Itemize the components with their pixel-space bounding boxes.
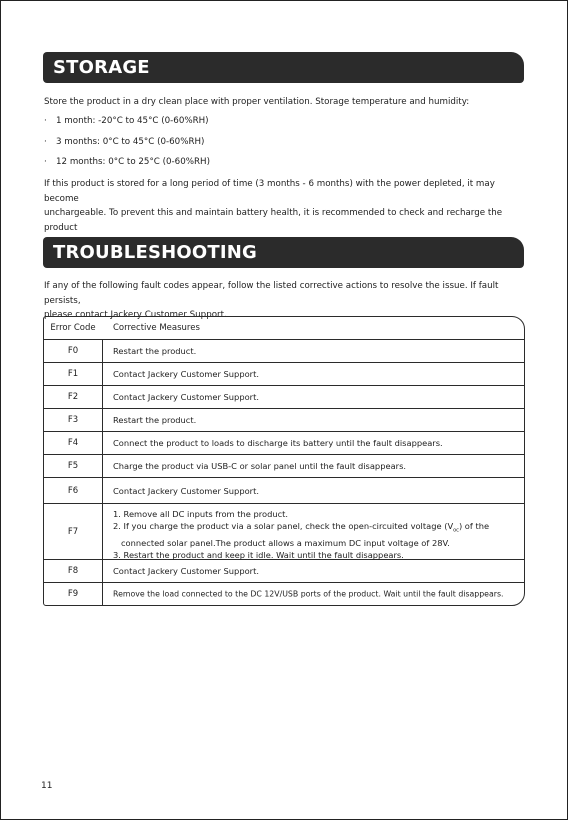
storage-bullet-text: 12 months: 0°C to 25°C (0-60%RH) bbox=[56, 157, 210, 167]
table-row bbox=[44, 409, 524, 432]
header-error-code: Error Code bbox=[50, 323, 96, 333]
measure-step: 2. If you charge the product via a solar panel, check the open-circuited voltage $(V_{oc})$ of the bbox=[113, 521, 490, 534]
error-code-cell: F5 bbox=[44, 455, 103, 477]
table-row bbox=[44, 340, 524, 363]
measure-step: 3. Restart the product and keep it idle. Wait until the fault disappears. bbox=[113, 549, 404, 560]
error-code-table bbox=[43, 316, 525, 606]
measure-cell: Restart the product. bbox=[113, 346, 197, 356]
measure-step: 1. Remove all DC inputs from the product. bbox=[113, 509, 289, 519]
storage-bullet-text: 1 month: -20°C to 45°C (0-60%RH) bbox=[56, 116, 209, 126]
measure-step-continued: connected solar panel.The product allows a maximum DC input voltage of 28V. bbox=[121, 537, 450, 548]
storage-heading: STORAGE bbox=[53, 57, 150, 78]
measure-cell: Remove the load connected to the DC 12V/USB ports of the product. Wait until the fault disappears. bbox=[113, 589, 504, 599]
table-row bbox=[44, 504, 524, 560]
troubleshooting-heading: TROUBLESHOOTING bbox=[53, 242, 257, 263]
error-code-cell: F4 bbox=[44, 432, 103, 454]
storage-bullet: · 12 months: 0°C to 25°C (0-60%RH) bbox=[44, 157, 210, 167]
storage-note-line: If this product is stored for a long period of time (3 months - 6 months) with the power depleted, it may become bbox=[44, 179, 495, 204]
measure-cell: Restart the product. bbox=[113, 415, 197, 425]
storage-bullet: · 3 months: 0°C to 45°C (0-60%RH) bbox=[44, 137, 205, 147]
table-row bbox=[44, 386, 524, 409]
page-number: 11 bbox=[41, 781, 53, 791]
table-row bbox=[44, 455, 524, 478]
error-code-cell: F7 bbox=[44, 504, 103, 559]
storage-intro: Store the product in a dry clean place with proper ventilation. Storage temperature and humidity: bbox=[44, 97, 470, 107]
table-header-row: Error Code Corrective Measures bbox=[44, 317, 524, 339]
storage-bullet-text: 3 months: 0°C to 45°C (0-60%RH) bbox=[56, 137, 205, 147]
measure-cell: Contact Jackery Customer Support. bbox=[113, 392, 259, 402]
table-row bbox=[44, 363, 524, 386]
storage-note-line: unchargeable. To prevent this and maintain battery health, it is recommended to check and recharge the product bbox=[44, 208, 503, 233]
storage-banner bbox=[43, 52, 524, 83]
error-code-cell: F8 bbox=[44, 560, 103, 582]
error-code-cell: F3 bbox=[44, 409, 103, 431]
measure-cell bbox=[113, 504, 520, 559]
storage-bullet: · 1 month: -20°C to 45°C (0-60%RH) bbox=[44, 116, 209, 126]
troubleshooting-intro-line: If any of the following fault codes appear, follow the listed corrective actions to resolve the issue. If fault persists, bbox=[44, 281, 499, 306]
measure-cell: Contact Jackery Customer Support. bbox=[113, 566, 259, 576]
measure-cell: Contact Jackery Customer Support. bbox=[113, 485, 259, 496]
table-row bbox=[44, 478, 524, 504]
measure-cell: Connect the product to loads to discharge its battery until the fault disappears. bbox=[113, 438, 443, 448]
measure-cell: Charge the product via USB-C or solar panel until the fault disappears. bbox=[113, 461, 407, 471]
table-row bbox=[44, 583, 524, 605]
troubleshooting-intro-line: please contact Jackery Customer Support. bbox=[44, 310, 227, 320]
error-code-cell: F9 bbox=[44, 583, 103, 605]
error-code-cell: F6 bbox=[44, 478, 103, 503]
table-row bbox=[44, 432, 524, 455]
error-code-cell: F1 bbox=[44, 363, 103, 385]
error-code-cell: F0 bbox=[44, 340, 103, 362]
troubleshooting-banner bbox=[43, 237, 524, 268]
error-code-cell: F2 bbox=[44, 386, 103, 408]
measure-cell: Contact Jackery Customer Support. bbox=[113, 369, 259, 379]
table-row bbox=[44, 560, 524, 583]
